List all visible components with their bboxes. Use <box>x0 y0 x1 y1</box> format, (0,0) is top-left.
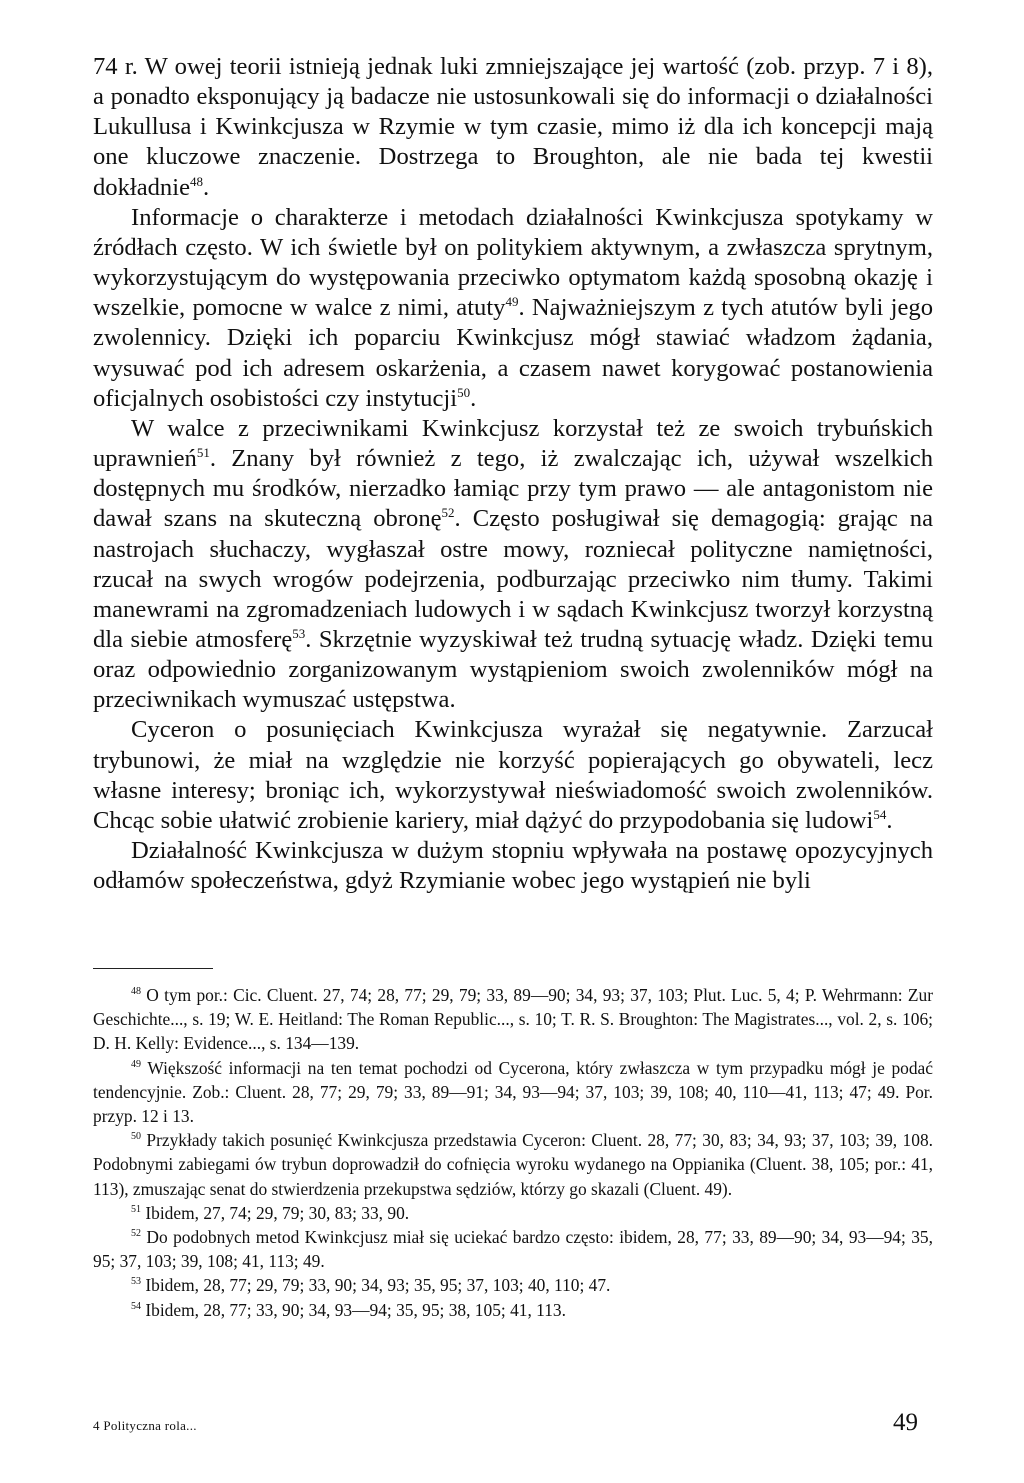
text-run: 74 r. W owej teorii istnieją jednak luki zmniejszające jej wartość (zob. przyp. 7 i 8), a ponadto eksponujący ją badacze nie ustosunkowali się do informacji o działalności Lukullusa i Kwinkcjusza w Rzymie w tym czasie, mimo iż dla ich koncepcji mają one kluczowe znaczenie. Dostrzega to Broughton, ale nie bada tej kwestii dokładnie <box>93 53 933 201</box>
text-run: . <box>470 384 477 412</box>
footnote-53 <box>93 1273 933 1297</box>
page-number: 49 <box>893 1409 918 1436</box>
footnote-text: Do podobnych metod Kwinkcjusz miał się uciekać bardzo często: ibidem, 28, 77; 33, 89—90; 34, 93—94; 35, 95; 37, 103; 39, 108; 41, 113; 49. <box>93 1227 933 1272</box>
footnote-number: 52 <box>131 1228 141 1240</box>
footnote-text: Ibidem, 28, 77; 29, 79; 33, 90; 34, 93; 35, 95; 37, 103; 40, 110; 47. <box>145 1275 611 1296</box>
footnote-52 <box>93 1225 933 1273</box>
footnote-51 <box>93 1201 933 1225</box>
footnote-50 <box>93 1128 933 1201</box>
footnote-number: 48 <box>131 986 141 998</box>
footnote-divider <box>93 968 213 969</box>
paragraph-5 <box>93 836 933 896</box>
footnote-ref[interactable]: 50 <box>457 384 471 400</box>
text-run: Działalność Kwinkcjusza w dużym stopniu wpływała na postawę opozycyjnych odłamów społeczeństwa, gdyż Rzymianie wobec jego wystąpień nie byli <box>93 837 933 895</box>
text-run: . Najważniejszym z tych atutów byli jego zwolennicy. Dzięki ich poparciu Kwinkcjusz mógł stawiać władzom żądania, wysuwać pod ich adresem oskarżenia, a czasem nawet korygować postanowienia oficjalnych osobistości czy instytucji <box>93 294 933 412</box>
main-text <box>93 52 933 896</box>
footnote-number: 51 <box>131 1204 141 1216</box>
signature-mark: 4 Polityczna rola... <box>93 1418 197 1433</box>
footnote-ref[interactable]: 49 <box>505 294 519 310</box>
footnote-ref[interactable]: 53 <box>292 625 306 641</box>
text-run: . Często posługiwał się demagogią: grając na nastrojach słuchaczy, wygłaszał ostre mowy, rozniecał polityczne namiętności, rzucał na swych wrogów podejrzenia, podburzając przeciwko nim tłumy. Takimi manewrami na zgromadzeniach ludowych i w sądach Kwinkcjusz tworzył korzystną dla siebie atmosferę <box>93 505 933 653</box>
footnote-number: 54 <box>131 1300 141 1312</box>
text-run: . <box>202 173 210 201</box>
footnotes <box>93 983 933 1322</box>
text-run: Cyceron o posunięciach Kwinkcjusza wyrażał się negatywnie. Zarzucał trybunowi, że miał na względzie nie korzyść popierających go obywateli, lecz własne interesy; broniąc ich, wykorzystywał nieświadomość swoich zwolenników. Chcąc sobie ułatwić zrobienie kariery, miał dążyć do przypodobania się ludowi <box>93 716 933 834</box>
text-run: . <box>886 806 893 834</box>
paragraph-2 <box>93 203 933 414</box>
footnote-ref[interactable]: 52 <box>441 505 455 521</box>
paragraph-3 <box>93 414 933 716</box>
footnote-number: 53 <box>131 1276 141 1288</box>
text-run: . Skrzętnie wyzyskiwał też trudną sytuację władz. Dzięki temu oraz odpowiednio zorganizowanym wystąpieniom swoich zwolenników mógł na przeciwnikach wymuszać ustępstwa. <box>93 625 933 714</box>
footnote-text: Większość informacji na ten temat pochodzi od Cycerona, który zwłaszcza w tym przypadku mógł je podać tendencyjnie. Zob.: Cluent. 28, 77; 29, 79; 33, 89—91; 34, 93—94; 37, 103; 39, 108; 40, 110—41, 113; 47; 49. Por. przyp. 12 i 13. <box>93 1057 933 1127</box>
footnote-text: Przykłady takich posunięć Kwinkcjusza przedstawia Cyceron: Cluent. 28, 77; 30, 83; 34, 93; 37, 103; 39, 108. Podobnymi zabiegami ów trybun doprowadził do cofnięcia wyroku wydanego na Oppianika (Cluent. 38, 105; por.: 41, 113), zmuszając senat do stwierdzenia przekupstwa sędziów, którzy go skazali (Cluent. 49). <box>93 1130 933 1199</box>
footnote-48 <box>93 983 933 1056</box>
footnote-text: O tym por.: Cic. Cluent. 27, 74; 28, 77; 29, 79; 33, 89—90; 34, 93; 37, 103; Plut. Luc. 5, 4; P. Wehrmann: Zur Geschichte..., s. 19; W. E. Heitland: The Roman Republic..., s. 10; T. R. S. Broughton: The Magistrates..., vol. 2, s. 106; D. H. Kelly: Evidence..., s. 134—139. <box>93 985 933 1054</box>
footnote-ref[interactable]: 54 <box>873 806 887 822</box>
footnote-49 <box>93 1056 933 1129</box>
footnote-ref[interactable]: 51 <box>196 444 210 460</box>
paragraph-1 <box>93 52 933 203</box>
text-run: . Znany był również z tego, iż zwalczając ich, używał wszelkich dostępnych mu środków, nierzadko łamiąc przy tym prawo — ale antagonistom nie dawał szans na skuteczną obronę <box>93 445 933 533</box>
footnote-ref[interactable]: 48 <box>189 173 203 189</box>
footnote-text: Ibidem, 28, 77; 33, 90; 34, 93—94; 35, 95; 38, 105; 41, 113. <box>145 1299 566 1320</box>
text-run: Informacje o charakterze i metodach działalności Kwinkcjusza spotykamy w źródłach często. W ich świetle był on politykiem aktywnym, a zwłaszcza sprytnym, wykorzystującym do występowania przeciwko optymatom każdą sposobną okazję i wszelkie, pomocne w walce z nimi, atuty <box>93 203 933 322</box>
text-run: W walce z przeciwnikami Kwinkcjusz korzystał też ze swoich trybuńskich uprawnień <box>93 414 933 473</box>
paragraph-4 <box>93 715 933 836</box>
footnote-number: 50 <box>131 1131 141 1143</box>
footnote-text: Ibidem, 27, 74; 29, 79; 30, 83; 33, 90. <box>145 1202 410 1223</box>
footnote-number: 49 <box>131 1058 141 1070</box>
footnote-54 <box>93 1298 933 1322</box>
